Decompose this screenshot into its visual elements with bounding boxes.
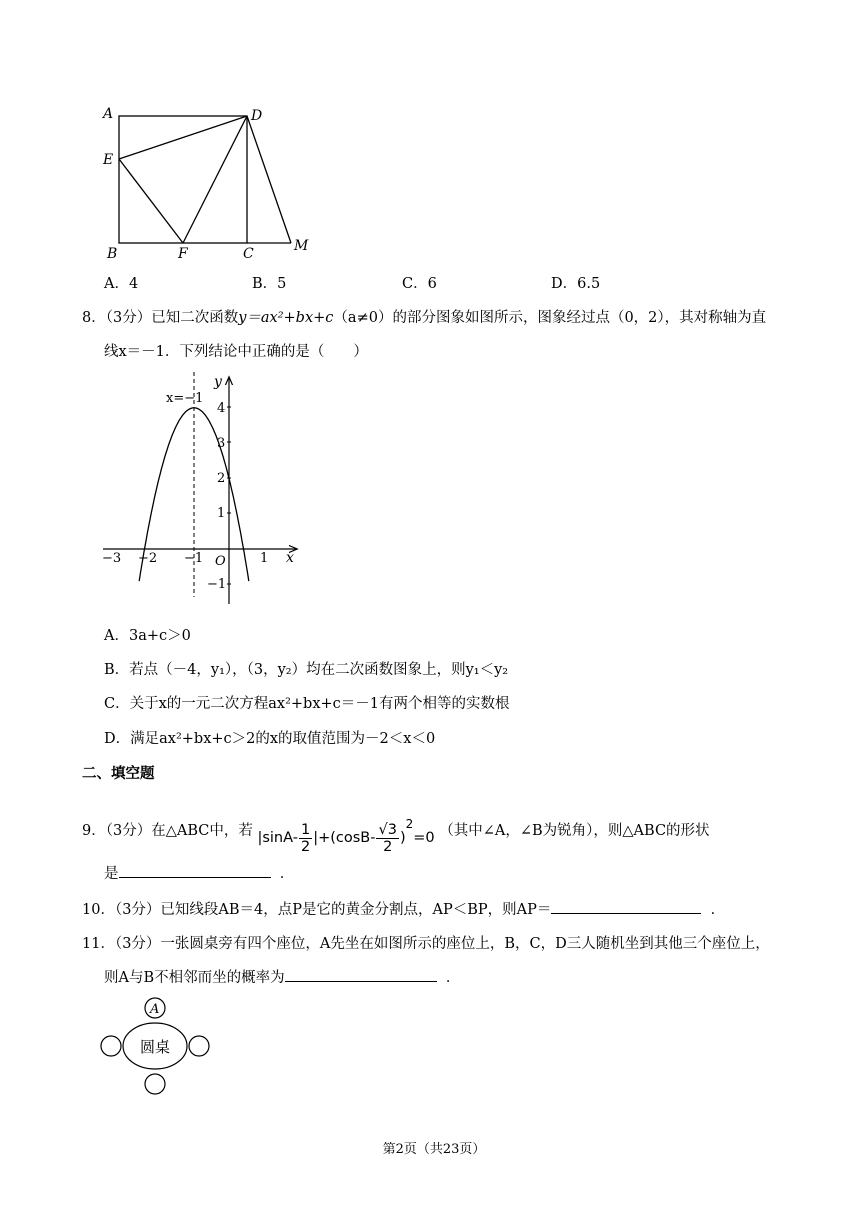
q11-question-line2: 则A与B不相邻而坐的概率为 ． [104, 966, 460, 987]
q8-parabola-graph [100, 372, 310, 612]
q7-option-d: D．6.5 [551, 276, 601, 292]
label-A: A [103, 106, 114, 122]
y-tick-label: −1 [207, 577, 227, 592]
q8-option-b: B．若点（－4，y₁），（3，y₂）均在二次函数图象上，则y₁＜y₂ [104, 662, 509, 678]
q8-question-line2: 线x＝－1．下列结论中正确的是（ ） [104, 344, 368, 360]
y-tick-label: 1 [217, 506, 226, 521]
seat-left [101, 1036, 121, 1056]
x-tick-label: −1 [184, 551, 204, 566]
q8-option-a: A．3a+c＞0 [104, 628, 191, 644]
symmetry-label: x=−1 [166, 391, 204, 406]
table-label: 圆桌 [140, 1038, 171, 1056]
y-tick-label: 4 [217, 401, 226, 416]
q11-question-line1: 11．（3分）一张圆桌旁有四个座位，A先坐在如图所示的座位上，B，C，D三人随机坐到其他三个座位上， [82, 936, 770, 952]
q7-option-a: A．4 [104, 276, 139, 292]
label-E: E [103, 152, 114, 168]
label-F: F [178, 246, 188, 262]
q9-question-line2: 是 ． [104, 862, 294, 883]
x-tick-label: 1 [260, 551, 269, 566]
y-tick-label: 2 [217, 471, 226, 486]
q8-question-line1: 8．（3分）已知二次函数y＝ax²+bx+c（a≠0）的部分图象如图所示，图象经过点（0，2），其对称轴为直 [82, 310, 767, 326]
q7-option-c: C．6 [402, 276, 437, 292]
label-C: C [243, 246, 254, 262]
q7-option-b: B．5 [252, 276, 287, 292]
section-heading-fill-blank: 二、填空题 [82, 766, 155, 782]
axis-label-y: y [214, 374, 222, 390]
y-tick-label: 3 [217, 436, 226, 451]
q11-round-table-figure [98, 996, 213, 1096]
seat-bottom [145, 1074, 165, 1094]
x-tick-label: −3 [102, 551, 122, 566]
q9-answer-blank[interactable] [119, 863, 271, 878]
page-footer: 第2页（共23页） [382, 1142, 486, 1157]
axis-label-x: x [286, 550, 294, 566]
x-tick-label: −2 [138, 551, 158, 566]
label-M: M [294, 238, 309, 254]
q8-option-c: C．关于x的一元二次方程ax²+bx+c＝－1有两个相等的实数根 [104, 696, 510, 712]
q10-question: 10．（3分）已知线段AB＝4，点P是它的黄金分割点，AP＜BP，则AP＝ ． [82, 898, 725, 919]
q11-answer-blank[interactable] [285, 967, 437, 982]
q8-option-d: D．满足ax²+bx+c＞2的x的取值范围为－2＜x＜0 [104, 731, 436, 747]
q10-answer-blank[interactable] [551, 899, 701, 914]
seat-right [189, 1036, 209, 1056]
origin-label: O [215, 554, 226, 569]
label-D: D [251, 108, 263, 124]
label-B: B [107, 246, 118, 262]
frac-sqrt3-half: $\frac{√3}{2}$ [378, 821, 397, 855]
q7-geometry-figure [95, 100, 325, 265]
q9-question-line1: 9．（3分）在△ABC中，若 |sinA- $\frac{1}{2}$ |+(cosB- $\frac{√3}{2}$ )$^2$=0 （其中∠A，∠B为锐角），则△ABC的形状 [82, 817, 710, 855]
seat-label-a: A [150, 1002, 160, 1017]
frac-one-half: $\frac{1}{2}$ [300, 821, 311, 855]
